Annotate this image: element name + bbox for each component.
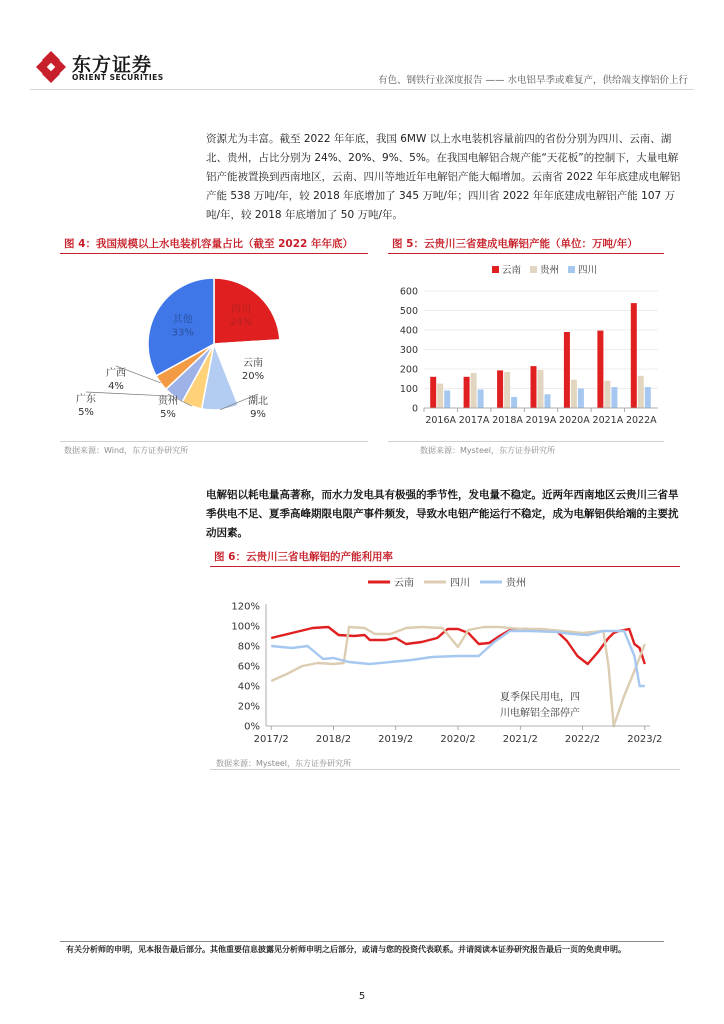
bar-四川 bbox=[444, 390, 450, 408]
figure-6-rule bbox=[210, 566, 680, 567]
pie-label-pct: 5% bbox=[78, 407, 94, 418]
bar-四川 bbox=[645, 387, 651, 408]
annotation-line-1: 夏季保民用电，四 bbox=[500, 692, 580, 703]
series-line-贵州 bbox=[271, 631, 645, 686]
pie-label-name: 其他 bbox=[172, 314, 193, 326]
x-tick-label: 2019/2 bbox=[378, 734, 414, 745]
y-tick-label: 0% bbox=[244, 721, 260, 733]
legend-label: 四川 bbox=[450, 578, 470, 589]
y-tick-label: 500 bbox=[399, 306, 418, 317]
x-tick-label: 2023/2 bbox=[627, 734, 663, 745]
bar-贵州 bbox=[538, 370, 544, 408]
figure-4-bottom-rule bbox=[60, 441, 368, 442]
y-tick-label: 20% bbox=[237, 701, 260, 713]
pie-label-pct: 24% bbox=[229, 317, 253, 329]
bar-云南 bbox=[464, 377, 470, 408]
x-tick-label: 2018/2 bbox=[315, 734, 352, 745]
bar-云南 bbox=[564, 332, 570, 408]
x-tick-label: 2017A bbox=[458, 415, 490, 426]
legend-swatch bbox=[530, 266, 537, 273]
legend-swatch bbox=[492, 266, 499, 273]
header-divider bbox=[30, 89, 694, 90]
figure-5-bar-chart bbox=[388, 258, 664, 438]
bar-贵州 bbox=[571, 380, 577, 408]
figure-5-title: 图 5：云贵川三省建成电解铝产能（单位：万吨/年） bbox=[392, 238, 638, 250]
figure-4-source: 数据来源：Wind，东方证券研究所 bbox=[64, 446, 189, 455]
footer-disclaimer: 有关分析师的申明，见本报告最后部分。其他重要信息披露见分析师申明之后部分，或请与您的投资代表联系。并请阅读本证券研究报告最后一页的免责申明。 bbox=[66, 945, 626, 954]
bar-云南 bbox=[597, 331, 603, 408]
bar-四川 bbox=[611, 387, 617, 408]
x-tick-label: 2018A bbox=[492, 415, 523, 426]
x-tick-label: 2019A bbox=[525, 415, 557, 426]
x-tick-label: 2022A bbox=[625, 415, 657, 426]
annotation-line-2: 川电解铝全部停产 bbox=[500, 708, 580, 719]
bar-云南 bbox=[531, 366, 537, 408]
y-tick-label: 200 bbox=[399, 364, 418, 376]
pie-label-name: 广东 bbox=[76, 394, 96, 405]
figure-6-bottom-rule bbox=[210, 769, 680, 770]
bar-贵州 bbox=[437, 384, 443, 408]
pie-label-pct: 4% bbox=[108, 381, 124, 392]
pie-label-name: 广西 bbox=[106, 368, 126, 379]
y-tick-label: 400 bbox=[399, 325, 418, 337]
y-tick-label: 100 bbox=[399, 384, 418, 395]
bar-贵州 bbox=[504, 372, 510, 408]
bar-云南 bbox=[631, 303, 637, 408]
legend-label: 贵州 bbox=[506, 578, 526, 589]
legend-label: 贵州 bbox=[540, 265, 560, 276]
bar-四川 bbox=[511, 397, 517, 408]
y-tick-label: 100% bbox=[231, 621, 260, 633]
body-paragraph-1: 资源尤为丰富。截至 2022 年年底，我国 6MW 以上水电装机容量前四的省份分别为四川、云南、湖北、贵州，占比分别为 24%、20%、9%、5%。在我国电解铝合规产能“天花板”的控制下，大量电解铝产能被置换到西南地区，云南、四川等地近年电解铝产能大幅增加。云南省 2022 年年底建成电解铝产能 538 万吨/年，较 2018 年底增加了 345 万吨/年；四川省 2022 年年底建成电解铝产能 107 万吨/年，较 2018 年底增加了 50 万吨/年。 bbox=[206, 133, 681, 221]
bar-贵州 bbox=[638, 376, 644, 408]
company-name-en: ORIENT SECURITIES bbox=[72, 73, 164, 82]
pie-label-pct: 9% bbox=[250, 409, 266, 420]
x-tick-label: 2020/2 bbox=[440, 734, 476, 745]
report-subtitle: 有色、钢铁行业深度报告 —— 水电铝旱季或难复产，供给端支撑铝价上行 bbox=[377, 75, 688, 86]
pie-label-pct: 20% bbox=[241, 370, 265, 382]
pie-label-name: 湖北 bbox=[248, 396, 268, 407]
bar-贵州 bbox=[604, 381, 610, 408]
bar-四川 bbox=[478, 390, 484, 409]
y-tick-label: 600 bbox=[399, 286, 418, 298]
pie-leader-line bbox=[86, 392, 174, 396]
x-tick-label: 2021A bbox=[592, 415, 624, 426]
x-tick-label: 2016A bbox=[425, 415, 457, 426]
pie-label-pct: 33% bbox=[171, 327, 194, 339]
y-tick-label: 60% bbox=[237, 661, 260, 673]
y-tick-label: 80% bbox=[237, 641, 260, 653]
bar-云南 bbox=[430, 377, 436, 408]
pie-label-name: 贵州 bbox=[158, 396, 178, 407]
bar-贵州 bbox=[471, 373, 477, 408]
x-tick-label: 2021/2 bbox=[502, 734, 538, 745]
x-tick-label: 2020A bbox=[559, 415, 590, 426]
legend-swatch bbox=[568, 266, 575, 273]
pie-label-name: 四川 bbox=[231, 304, 252, 316]
company-logo-icon bbox=[34, 50, 68, 84]
y-tick-label: 0 bbox=[411, 403, 418, 415]
figure-4-rule bbox=[60, 253, 368, 254]
series-line-四川 bbox=[271, 627, 645, 726]
footer-divider bbox=[60, 941, 664, 942]
pie-label-pct: 5% bbox=[160, 409, 176, 420]
pie-label-name: 云南 bbox=[243, 357, 263, 369]
x-tick-label: 2017/2 bbox=[253, 734, 289, 745]
bar-四川 bbox=[578, 389, 584, 409]
y-tick-label: 120% bbox=[231, 601, 260, 613]
figure-4-pie-chart bbox=[60, 258, 368, 438]
figure-5-rule bbox=[388, 253, 664, 254]
y-tick-label: 40% bbox=[237, 681, 260, 693]
legend-label: 四川 bbox=[578, 265, 598, 276]
bar-云南 bbox=[497, 370, 503, 408]
figure-6-title: 图 6：云贵川三省电解铝的产能利用率 bbox=[214, 551, 393, 563]
company-name-cn: 东方证券 bbox=[72, 54, 153, 76]
figure-5-source: 数据来源：Mysteel，东方证券研究所 bbox=[420, 446, 556, 455]
figure-5-bottom-rule bbox=[388, 441, 664, 442]
y-tick-label: 300 bbox=[399, 345, 418, 356]
legend-label: 云南 bbox=[502, 265, 522, 276]
figure-6-line-chart bbox=[210, 570, 680, 750]
figure-6-source: 数据来源：Mysteel，东方证券研究所 bbox=[216, 759, 352, 768]
page-number: 5 bbox=[358, 991, 366, 1002]
x-tick-label: 2022/2 bbox=[564, 734, 601, 745]
legend-label: 云南 bbox=[394, 578, 414, 589]
figure-4-title: 图 4：我国规模以上水电装机容量占比（截至 2022 年年底） bbox=[64, 238, 353, 250]
bar-四川 bbox=[545, 394, 551, 408]
body-paragraph-2: 电解铝以耗电量高著称，而水力发电具有极强的季节性，发电量不稳定。近两年西南地区云贵川三省旱季供电不足、夏季高峰期限电限产事件频发，导致水电铝产能运行不稳定，成为电解铝供给端的主要扰动因素。 bbox=[206, 489, 679, 539]
